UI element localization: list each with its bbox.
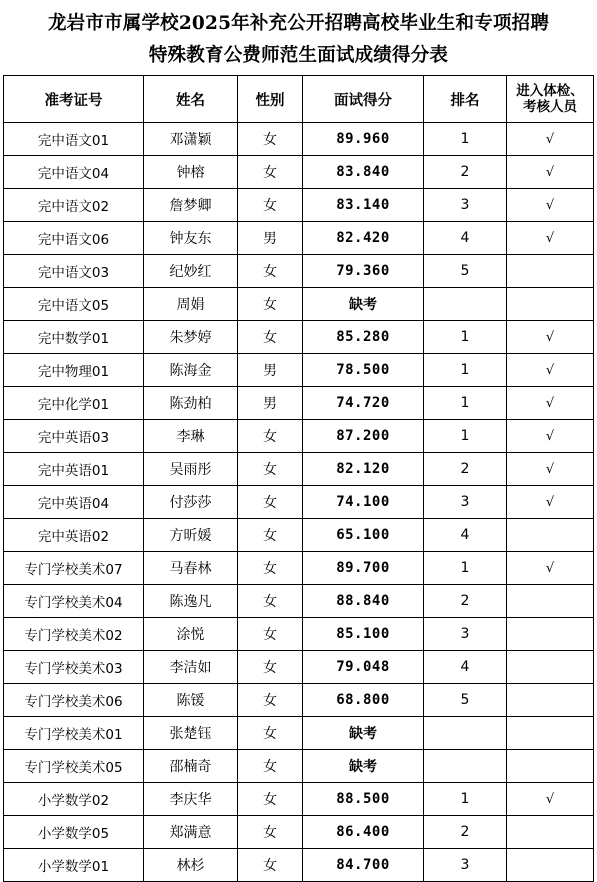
- cell-name: 朱梦婷: [144, 321, 238, 354]
- cell-pass-mark: [507, 255, 594, 288]
- table-row: [4, 849, 594, 882]
- cell-pass-mark: √: [507, 222, 594, 255]
- cell-score: 缺考: [303, 717, 424, 750]
- header-pass-line-2: 考核人员: [523, 99, 577, 115]
- title-line-2: 特殊教育公费师范生面试成绩得分表: [148, 45, 449, 66]
- cell-pass-mark: [507, 750, 594, 783]
- cell-rank: 1: [424, 420, 507, 453]
- cell-name: 陈逸凡: [144, 585, 238, 618]
- cell-exam-id: 专门学校美术02: [4, 618, 144, 651]
- cell-gender: 女: [238, 519, 303, 552]
- cell-gender: 女: [238, 453, 303, 486]
- table-row: [4, 222, 594, 255]
- cell-score: 82.420: [303, 222, 424, 255]
- cell-score: 89.700: [303, 552, 424, 585]
- table-row: [4, 717, 594, 750]
- header-pass: [507, 76, 594, 123]
- cell-score: 83.840: [303, 156, 424, 189]
- cell-pass-mark: [507, 651, 594, 684]
- cell-exam-id: 专门学校美术03: [4, 651, 144, 684]
- cell-exam-id: 完中英语02: [4, 519, 144, 552]
- cell-rank: 2: [424, 453, 507, 486]
- table-row: [4, 486, 594, 519]
- cell-name: 陈海金: [144, 354, 238, 387]
- cell-score: 84.700: [303, 849, 424, 882]
- cell-name: 周娟: [144, 288, 238, 321]
- cell-rank: 2: [424, 156, 507, 189]
- cell-pass-mark: √: [507, 420, 594, 453]
- header-pass-line-1: 进入体检、: [516, 83, 584, 99]
- cell-rank: 5: [424, 255, 507, 288]
- cell-exam-id: 完中英语04: [4, 486, 144, 519]
- cell-score: 68.800: [303, 684, 424, 717]
- header-id: 准考证号: [4, 76, 144, 123]
- document-title: [0, 8, 597, 72]
- cell-gender: 女: [238, 189, 303, 222]
- cell-name: 邵楠奇: [144, 750, 238, 783]
- cell-rank: 4: [424, 222, 507, 255]
- cell-name: 李庆华: [144, 783, 238, 816]
- cell-gender: 女: [238, 420, 303, 453]
- cell-gender: 女: [238, 288, 303, 321]
- cell-score: 78.500: [303, 354, 424, 387]
- cell-pass-mark: [507, 684, 594, 717]
- cell-rank: 1: [424, 387, 507, 420]
- cell-score: 89.960: [303, 123, 424, 156]
- cell-score: 87.200: [303, 420, 424, 453]
- cell-gender: 女: [238, 684, 303, 717]
- table-row: [4, 783, 594, 816]
- cell-name: 邓潇颖: [144, 123, 238, 156]
- cell-rank: 2: [424, 816, 507, 849]
- cell-gender: 女: [238, 123, 303, 156]
- cell-pass-mark: √: [507, 783, 594, 816]
- cell-pass-mark: [507, 849, 594, 882]
- cell-name: 詹梦卿: [144, 189, 238, 222]
- header-rank: 排名: [424, 76, 507, 123]
- table-row: [4, 651, 594, 684]
- table-row: [4, 354, 594, 387]
- cell-pass-mark: √: [507, 486, 594, 519]
- cell-name: 郑满意: [144, 816, 238, 849]
- cell-score: 86.400: [303, 816, 424, 849]
- cell-rank: 4: [424, 519, 507, 552]
- cell-name: 钟友东: [144, 222, 238, 255]
- cell-pass-mark: √: [507, 387, 594, 420]
- cell-pass-mark: [507, 585, 594, 618]
- cell-pass-mark: [507, 717, 594, 750]
- cell-pass-mark: √: [507, 321, 594, 354]
- cell-name: 方昕媛: [144, 519, 238, 552]
- cell-gender: 女: [238, 816, 303, 849]
- table-row: [4, 552, 594, 585]
- cell-exam-id: 完中语文04: [4, 156, 144, 189]
- cell-rank: 5: [424, 684, 507, 717]
- cell-gender: 女: [238, 156, 303, 189]
- table-row: [4, 618, 594, 651]
- cell-rank: 3: [424, 618, 507, 651]
- cell-score: 82.120: [303, 453, 424, 486]
- cell-score: 79.048: [303, 651, 424, 684]
- cell-pass-mark: √: [507, 354, 594, 387]
- cell-pass-mark: √: [507, 453, 594, 486]
- table-row: [4, 519, 594, 552]
- cell-rank: 1: [424, 321, 507, 354]
- table-row: [4, 189, 594, 222]
- cell-exam-id: 专门学校美术04: [4, 585, 144, 618]
- cell-rank: [424, 717, 507, 750]
- cell-score: 74.720: [303, 387, 424, 420]
- table-row: [4, 684, 594, 717]
- cell-name: 李洁如: [144, 651, 238, 684]
- cell-name: 钟榕: [144, 156, 238, 189]
- cell-exam-id: 完中语文02: [4, 189, 144, 222]
- table-row: [4, 255, 594, 288]
- cell-exam-id: 完中英语01: [4, 453, 144, 486]
- cell-exam-id: 完中语文05: [4, 288, 144, 321]
- cell-score: 88.500: [303, 783, 424, 816]
- cell-rank: 1: [424, 783, 507, 816]
- cell-gender: 女: [238, 717, 303, 750]
- cell-pass-mark: [507, 816, 594, 849]
- table-row: [4, 816, 594, 849]
- cell-exam-id: 专门学校美术06: [4, 684, 144, 717]
- cell-pass-mark: √: [507, 189, 594, 222]
- cell-pass-mark: √: [507, 123, 594, 156]
- cell-exam-id: 专门学校美术07: [4, 552, 144, 585]
- cell-gender: 女: [238, 618, 303, 651]
- score-table: [3, 75, 594, 882]
- cell-gender: 女: [238, 552, 303, 585]
- cell-name: 付莎莎: [144, 486, 238, 519]
- cell-name: 林杉: [144, 849, 238, 882]
- cell-pass-mark: [507, 288, 594, 321]
- cell-rank: [424, 750, 507, 783]
- cell-gender: 女: [238, 585, 303, 618]
- cell-rank: [424, 288, 507, 321]
- cell-gender: 女: [238, 321, 303, 354]
- cell-exam-id: 专门学校美术05: [4, 750, 144, 783]
- cell-score: 83.140: [303, 189, 424, 222]
- cell-exam-id: 完中化学01: [4, 387, 144, 420]
- table-row: [4, 156, 594, 189]
- cell-score: 85.100: [303, 618, 424, 651]
- cell-rank: 2: [424, 585, 507, 618]
- cell-score: 65.100: [303, 519, 424, 552]
- table-body: [4, 123, 594, 882]
- cell-name: 陈锾: [144, 684, 238, 717]
- cell-rank: 3: [424, 486, 507, 519]
- table-row: [4, 123, 594, 156]
- cell-pass-mark: [507, 618, 594, 651]
- cell-name: 马春林: [144, 552, 238, 585]
- table-row: [4, 453, 594, 486]
- cell-gender: 女: [238, 255, 303, 288]
- cell-rank: 1: [424, 354, 507, 387]
- cell-exam-id: 小学数学05: [4, 816, 144, 849]
- table-row: [4, 321, 594, 354]
- cell-rank: 1: [424, 552, 507, 585]
- cell-gender: 女: [238, 651, 303, 684]
- cell-gender: 男: [238, 387, 303, 420]
- cell-score: 74.100: [303, 486, 424, 519]
- cell-rank: 1: [424, 123, 507, 156]
- header-score: 面试得分: [303, 76, 424, 123]
- cell-rank: 3: [424, 189, 507, 222]
- table-row: [4, 387, 594, 420]
- header-name: 姓名: [144, 76, 238, 123]
- cell-gender: 女: [238, 750, 303, 783]
- cell-score: 85.280: [303, 321, 424, 354]
- cell-pass-mark: [507, 519, 594, 552]
- table-row: [4, 420, 594, 453]
- cell-exam-id: 小学数学01: [4, 849, 144, 882]
- cell-score: 88.840: [303, 585, 424, 618]
- table-row: [4, 585, 594, 618]
- cell-exam-id: 完中语文01: [4, 123, 144, 156]
- cell-exam-id: 专门学校美术01: [4, 717, 144, 750]
- cell-exam-id: 小学数学02: [4, 783, 144, 816]
- cell-score: 缺考: [303, 750, 424, 783]
- title-line-1: 龙岩市市属学校2025年补充公开招聘高校毕业生和专项招聘: [47, 13, 550, 34]
- table-header-row: [4, 76, 594, 123]
- cell-exam-id: 完中语文03: [4, 255, 144, 288]
- cell-score: 79.360: [303, 255, 424, 288]
- cell-gender: 男: [238, 222, 303, 255]
- cell-exam-id: 完中语文06: [4, 222, 144, 255]
- cell-pass-mark: √: [507, 156, 594, 189]
- cell-rank: 3: [424, 849, 507, 882]
- cell-name: 李琳: [144, 420, 238, 453]
- cell-score: 缺考: [303, 288, 424, 321]
- cell-exam-id: 完中物理01: [4, 354, 144, 387]
- cell-rank: 4: [424, 651, 507, 684]
- cell-gender: 女: [238, 849, 303, 882]
- cell-gender: 女: [238, 783, 303, 816]
- cell-gender: 男: [238, 354, 303, 387]
- cell-name: 纪妙红: [144, 255, 238, 288]
- cell-gender: 女: [238, 486, 303, 519]
- cell-pass-mark: √: [507, 552, 594, 585]
- cell-exam-id: 完中英语03: [4, 420, 144, 453]
- cell-name: 陈劲柏: [144, 387, 238, 420]
- cell-exam-id: 完中数学01: [4, 321, 144, 354]
- table-row: [4, 288, 594, 321]
- cell-name: 吴雨彤: [144, 453, 238, 486]
- table-row: [4, 750, 594, 783]
- header-gender: 性别: [238, 76, 303, 123]
- cell-name: 涂悦: [144, 618, 238, 651]
- cell-name: 张楚钰: [144, 717, 238, 750]
